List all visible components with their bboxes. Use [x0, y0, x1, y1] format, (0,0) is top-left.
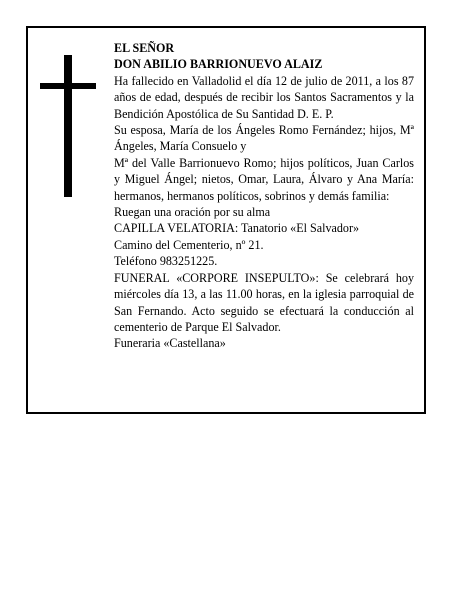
- family-line-1: Su esposa, María de los Ángeles Romo Fernández; hijos, Mª Ángeles, María Consuelo y: [114, 123, 414, 154]
- obituary-text: [114, 40, 414, 352]
- latin-cross-icon: [40, 55, 96, 197]
- cross-vertical-bar: [64, 55, 72, 197]
- chapel-address: Camino del Cementerio, nº 21.: [114, 237, 264, 252]
- family-line-2: Mª del Valle Barrionuevo Romo; hijos políticos, Juan Carlos y Miguel Ángel; nietos, Omar, Laura, Álvaro y Ana María: hermanos, hermanos políticos, sobrinos y demás familia:: [114, 155, 414, 203]
- notice-heading: EL SEÑOR: [114, 41, 175, 55]
- prayer-request: Ruegan una oración por su alma: [114, 205, 271, 220]
- phone-number: Teléfono 983251225.: [114, 254, 218, 269]
- deceased-name: DON ABILIO BARRIONUEVO ALAIZ: [114, 57, 323, 72]
- funeral-info: FUNERAL «CORPORE INSEPULTO»: Se celebrará hoy miércoles día 13, a las 11.00 horas, en la iglesia parroquial de San Fernando. Acto seguido se efectuará la conducción al cementerio de Parque El Salvador.: [114, 270, 414, 334]
- funeral-home: Funeraria «Castellana»: [114, 336, 226, 351]
- chapel-info: CAPILLA VELATORIA: Tanatorio «El Salvador»: [114, 221, 360, 236]
- cross-horizontal-bar: [40, 83, 96, 89]
- death-statement: Ha fallecido en Valladolid el día 12 de julio de 2011, a los 87 años de edad, después de recibir los Santos Sacramentos y la Bendición Apostólica de Su Santidad D. E. P.: [114, 73, 414, 121]
